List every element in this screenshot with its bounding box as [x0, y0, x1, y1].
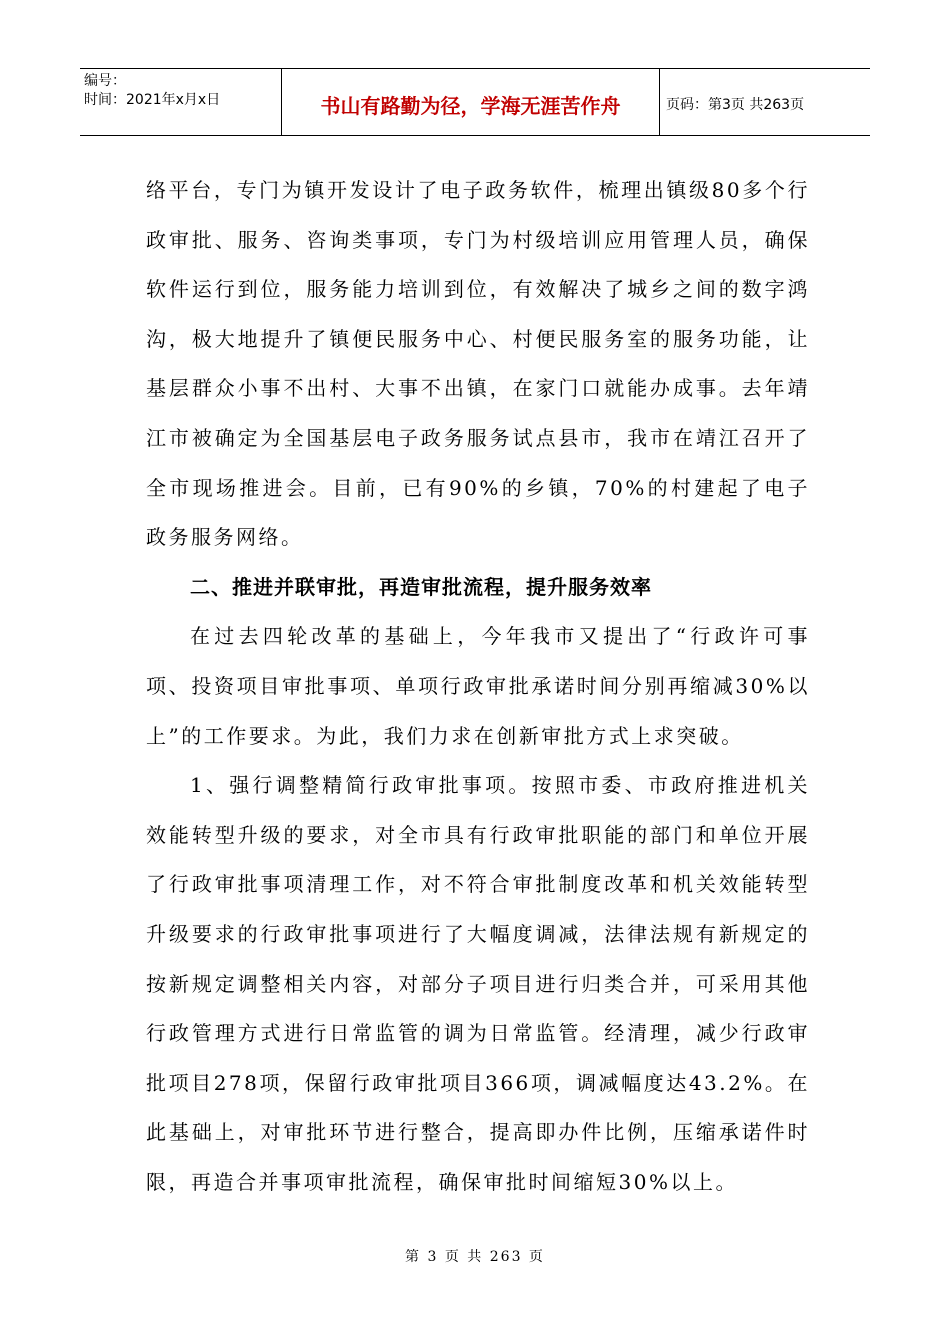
page-footer: 第 3 页 共 263 页 — [405, 1249, 545, 1265]
paragraph: 络平台，专门为镇开发设计了电子政务软件，梳理出镇级80多个行政审批、服务、咨询类事项，专门为村级培训应用管理人员，确保软件运行到位，服务能力培训到位，有效解决了城乡之间的数字鸿沟，极大地提升了镇便民服务中心、村便民服务室的服务功能，让基层群众小事不出村、大事不出镇，在家门口就能办成事。去年靖江市被确定为全国基层电子政务服务试点县市，我市在靖江召开了全市现场推进会。目前，已有90%的乡镇，70%的村建起了电子政务服务网络。 — [146, 178, 810, 550]
paragraph: 1、强行调整精简行政审批事项。按照市委、市政府推进机关效能转型升级的要求，对全市具有行政审批职能的部门和单位开展了行政审批事项清理工作，对不符合审批制度改革和机关效能转型升级要求的行政审批事项进行了大幅度调减，法律法规有新规定的按新规定调整相关内容，对部分子项目进行归类合并，可采用其他行政管理方式进行日常监管的调为日常监管。经清理，减少行政审批项目278项，保留行政审批项目366项，调减幅度达43.2%。在此基础上，对审批环节进行整合，提高即办件比例，压缩承诺件时限，再造合并事项审批流程，确保审批时间缩短30%以上。 — [146, 773, 810, 1194]
header-meta — [80, 69, 282, 135]
time-label: 时间：2021年x月x日 — [84, 92, 221, 108]
header-page-info: 页码：第3页 共263页 — [666, 97, 805, 113]
page-header — [80, 68, 870, 136]
header-motto: 书山有路勤为径，学海无涯苦作舟 — [282, 69, 660, 135]
paragraph: 在过去四轮改革的基础上，今年我市又提出了“行政许可事项、投资项目审批事项、单项行政审批承诺时间分别再缩减30%以上”的工作要求。为此，我们力求在创新审批方式上求突破。 — [146, 624, 810, 748]
section-heading: 二、推进并联审批，再造审批流程，提升服务效率 — [190, 574, 652, 599]
document-body — [146, 166, 810, 1207]
code-label: 编号： — [84, 73, 126, 89]
